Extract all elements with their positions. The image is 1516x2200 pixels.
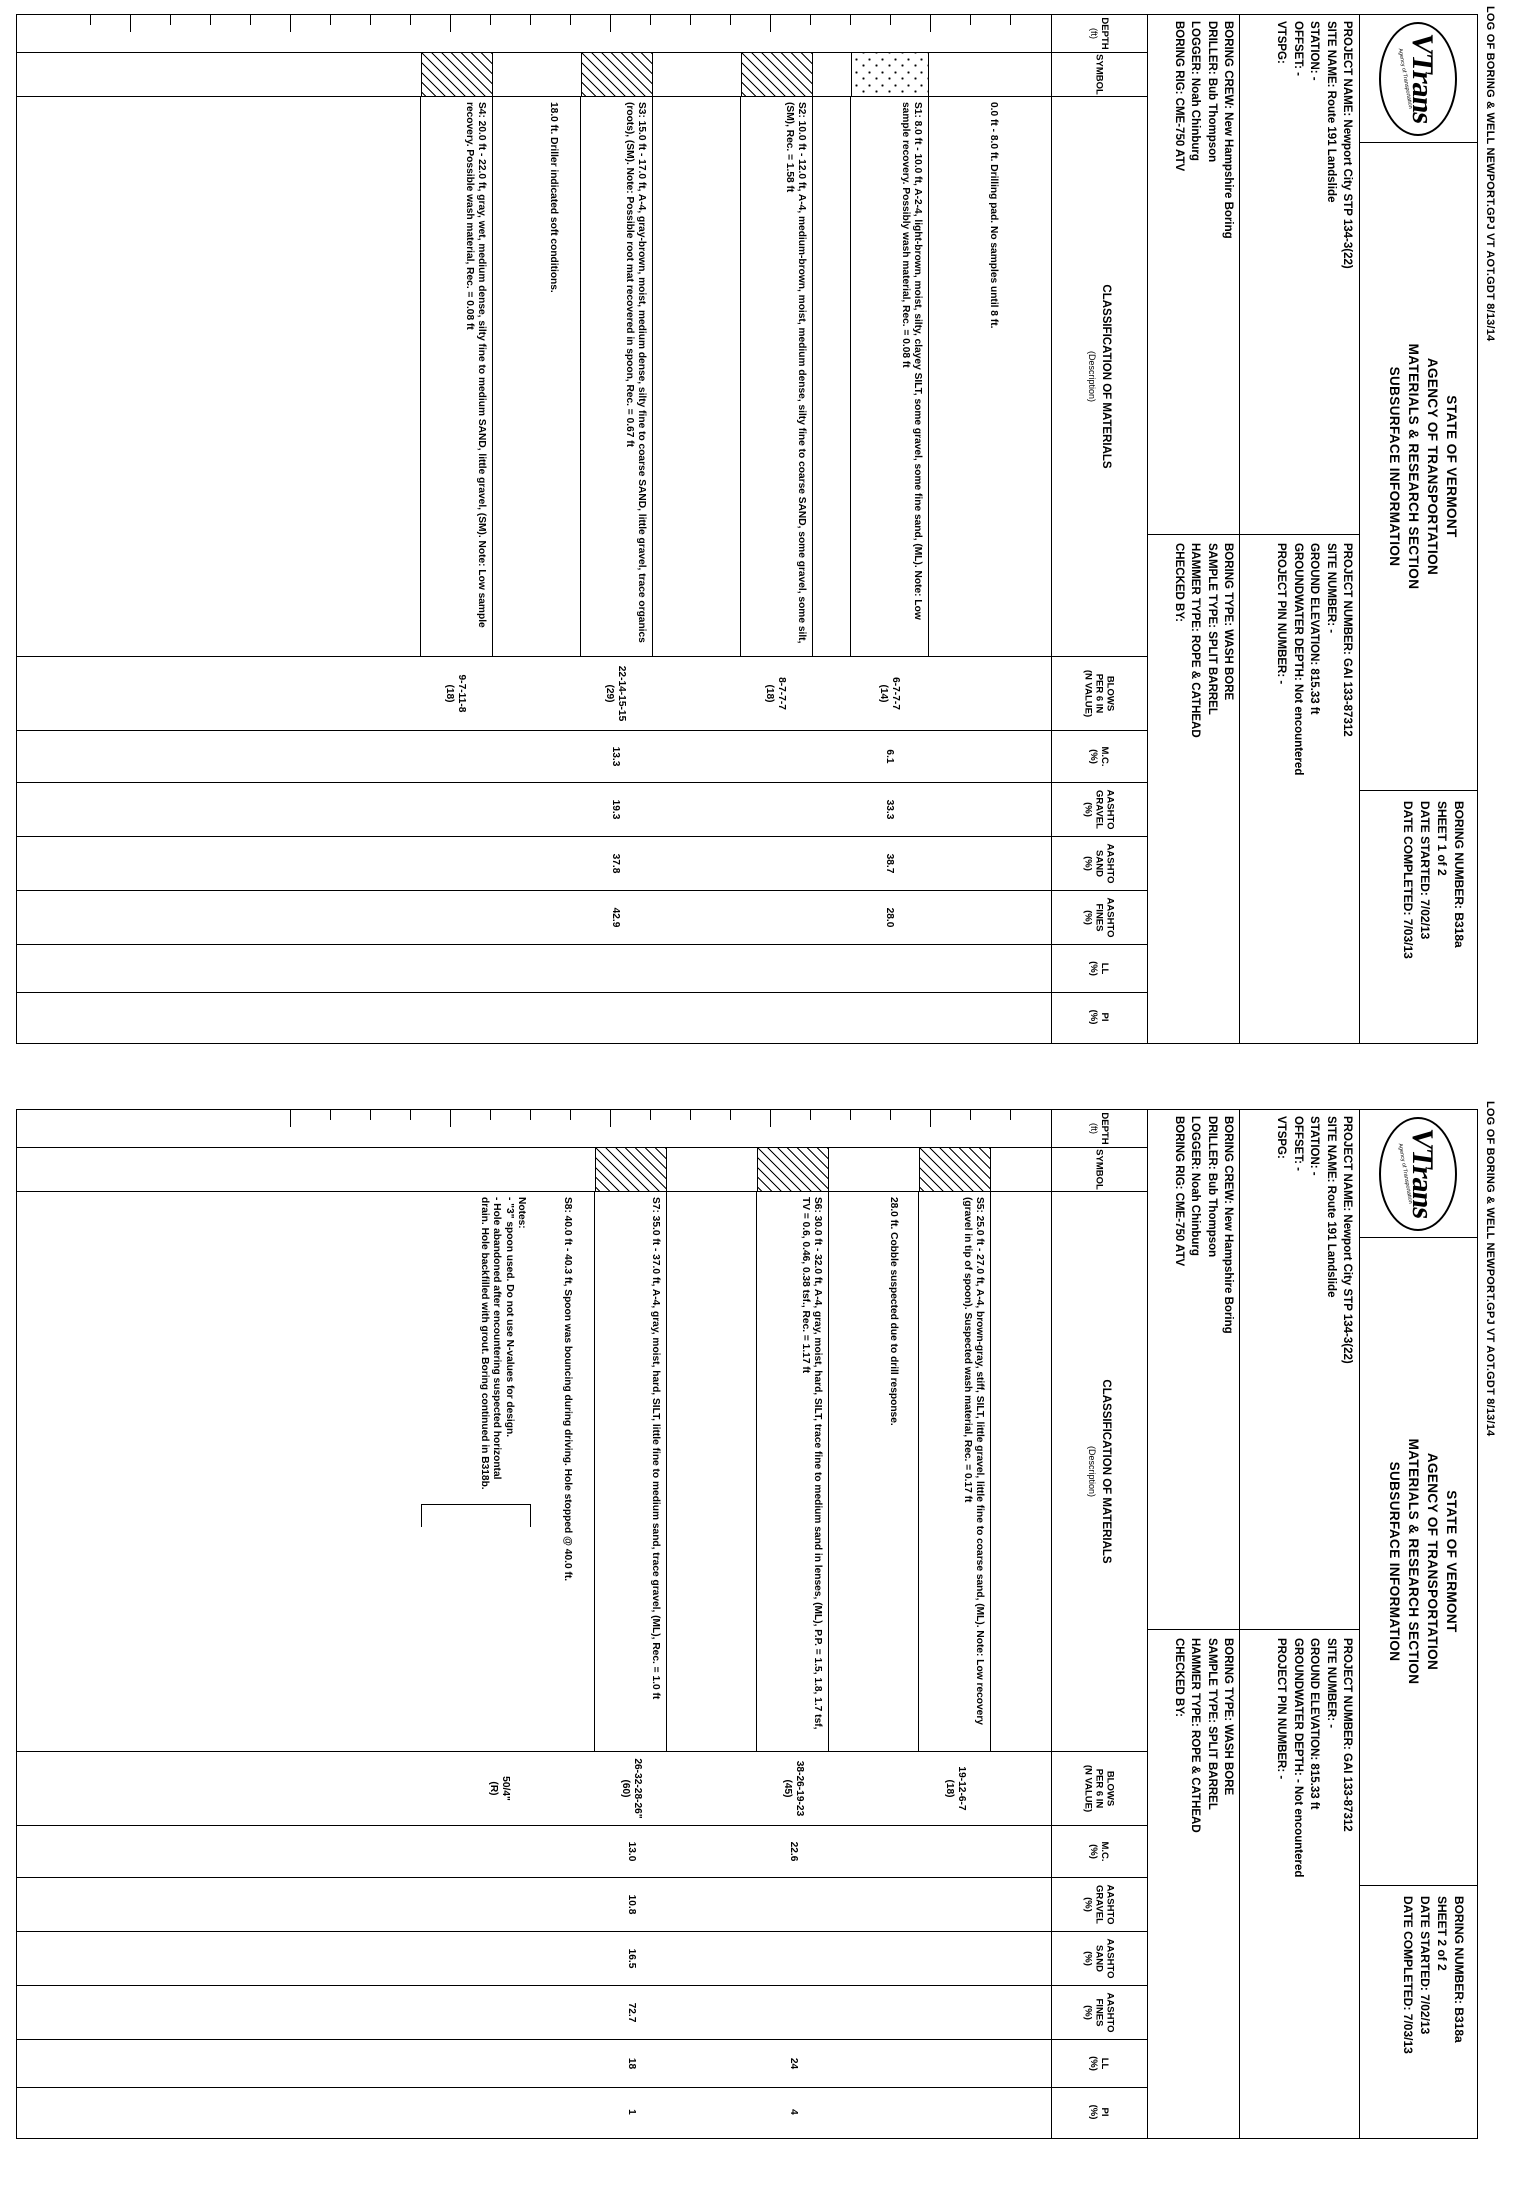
boring-rig: BORING RIG: CME-750 ATV xyxy=(1172,1116,1185,1267)
logo-rans-text: rans xyxy=(1406,68,1439,126)
project-pin-number: PROJECT PIN NUMBER: - xyxy=(1275,543,1288,685)
vtspg: VTSPG: xyxy=(1275,21,1288,64)
driller: DRILLER: Bub Thompson xyxy=(1205,21,1218,163)
project-info-right xyxy=(1240,1630,1359,2138)
gravel-column xyxy=(17,1878,1051,1932)
gravel-label-1: AASHTO xyxy=(1105,789,1116,830)
blows-sub1: PER 6 IN xyxy=(1094,673,1105,714)
station: STATION: - xyxy=(1308,21,1321,81)
logo-vt-text: VT xyxy=(1406,1126,1439,1169)
title-band xyxy=(1359,1110,1477,2138)
mc-label: M.C. xyxy=(1099,746,1111,767)
ll-unit: (%) xyxy=(1088,961,1100,976)
hammer-type: HAMMER TYPE: ROPE & CATHEAD xyxy=(1189,1638,1202,1833)
project-info-band xyxy=(1239,1110,1359,2138)
soil-pattern-hatch-1 xyxy=(919,1148,991,1191)
site-number: SITE NUMBER: - xyxy=(1324,543,1337,634)
agency-line-1: STATE OF VERMONT xyxy=(1444,1490,1459,1633)
blows-sub2: (N VALUE) xyxy=(1083,669,1094,718)
pi-unit: (%) xyxy=(1088,2104,1100,2120)
sand-label-1: AASHTO xyxy=(1105,1938,1116,1979)
sand-label-2: SAND xyxy=(1094,1945,1105,1972)
fines-value: 28.0 xyxy=(884,907,895,928)
date-completed: DATE COMPLETED: 7/03/13 xyxy=(1401,1896,1415,2054)
gravel-label-2: GRAVEL xyxy=(1094,790,1105,829)
vtrans-logo-icon xyxy=(1380,1117,1458,1231)
blow-count: 26-32-28-26" (60) xyxy=(620,1758,643,1819)
classification-label: CLASSIFICATION OF MATERIALS xyxy=(1100,1379,1113,1564)
agency-title xyxy=(1360,143,1477,791)
sample-type: SAMPLE TYPE: SPLIT BARREL xyxy=(1205,1638,1218,1810)
column-header-moisture xyxy=(1052,731,1147,783)
notes-block xyxy=(477,1197,527,1497)
classification-sublabel: (Description) xyxy=(1087,350,1098,402)
depth-label: DEPTH xyxy=(1099,17,1111,50)
soil-pattern-hatch-3 xyxy=(421,53,493,96)
column-header-symbol xyxy=(1052,53,1147,97)
column-header-fines xyxy=(1052,891,1147,945)
project-info-right xyxy=(1240,535,1359,1043)
fines-label-2: FINES xyxy=(1094,903,1105,932)
material-description: S5: 25.0 ft - 27.0 ft, A-4, brown-gray, stiff, SILT, little gravel, little fine to coarse sand, (ML). Note: Low recovery (gravel in tip of spoon). Suspected wash material, Rec. = 0.17 ft xyxy=(961,1197,985,1725)
agency-line-3: MATERIALS & RESEARCH SECTION xyxy=(1406,343,1421,590)
column-header-blows xyxy=(1052,657,1147,731)
gravel-unit: (%) xyxy=(1083,802,1094,817)
pi-value: 4 xyxy=(788,2109,799,2115)
sample-type: SAMPLE TYPE: SPLIT BARREL xyxy=(1205,543,1218,715)
material-description: 28.0 ft. Cobble suspected due to drill response. xyxy=(888,1197,899,1426)
material-description: 0.0 ft - 8.0 ft. Drilling pad. No samples until 8 ft. xyxy=(988,102,999,329)
material-description: S8: 40.0 ft - 40.3 ft, Spoon was bouncing during driving. Hole stopped @ 40.0 ft. xyxy=(562,1197,573,1582)
mc-label: M.C. xyxy=(1099,1841,1111,1862)
agency-title xyxy=(1360,1238,1477,1886)
log-body-2 xyxy=(17,1110,1051,2138)
blow-count: 22-14-15-15 (29) xyxy=(604,665,627,722)
vtrans-logo-cell xyxy=(1360,15,1477,143)
symbol-label: SYMBOL xyxy=(1094,1149,1105,1190)
blow-count: 9-7-11-8 (18) xyxy=(444,674,467,713)
material-description: S2: 10.0 ft - 12.0 ft, A-4, medium-brown, moist, medium dense, silty fine to coarse SAND, some gravel, some silt, (SM), Rec. = 1.58 ft xyxy=(783,102,807,644)
project-info-band xyxy=(1239,15,1359,1043)
blows-sub2: (N VALUE) xyxy=(1083,1764,1094,1813)
project-number: PROJECT NUMBER: GAI 133-87312 xyxy=(1341,1638,1353,1832)
column-header-gravel xyxy=(1052,783,1147,837)
boring-log-sheet-2 xyxy=(0,1095,1516,2175)
pi-column xyxy=(17,2088,1051,2136)
gravel-value: 10.8 xyxy=(626,1894,637,1915)
column-header-fines xyxy=(1052,1986,1147,2040)
mc-value: 13.3 xyxy=(610,746,621,767)
pi-label: PI xyxy=(1099,1012,1111,1022)
title-band xyxy=(1359,15,1477,1043)
gravel-label-1: AASHTO xyxy=(1105,1884,1116,1925)
log-frame-1 xyxy=(16,14,1478,1044)
crew-band xyxy=(1147,15,1239,1043)
gravel-value: 19.3 xyxy=(610,799,621,820)
column-header-classification xyxy=(1052,97,1147,657)
classification-sublabel: (Description) xyxy=(1087,1445,1098,1497)
blows-column xyxy=(17,1752,1051,1826)
crew-band xyxy=(1147,1110,1239,2138)
site-name: SITE NAME: Route 191 Landslide xyxy=(1324,1116,1337,1298)
pi-label: PI xyxy=(1099,2107,1111,2117)
ll-value: 24 xyxy=(788,2057,799,2070)
column-header-symbol xyxy=(1052,1148,1147,1192)
material-description: S3: 15.0 ft - 17.0 ft, A-4, gray-brown, moist, medium dense, silty fine to coarse SAND, little gravel, trace organics (roots), (SM). Note: Possible root mat recovered in spoon, Rec. = 0.67 ft xyxy=(623,102,647,643)
file-header-line: LOG OF BORING & WELL NEWPORT.GPJ VT AOT.GDT 8/13/14 xyxy=(1484,6,1496,342)
soil-pattern-hatch-1 xyxy=(741,53,813,96)
date-started: DATE STARTED: 7/02/13 xyxy=(1418,1896,1432,2035)
material-description: S4: 20.0 ft - 22.0 ft, gray, wet, medium dense, silty fine to medium SAND, little gravel, (SM). Note: Low sample recovery. Possible wash material, Rec. = 0.08 ft xyxy=(463,102,487,628)
ll-column xyxy=(17,945,1051,993)
blows-label: BLOWS xyxy=(1105,675,1116,712)
mc-unit: (%) xyxy=(1088,1844,1100,1859)
column-header-moisture xyxy=(1052,1826,1147,1878)
classification-label: CLASSIFICATION OF MATERIALS xyxy=(1100,284,1113,469)
fines-unit: (%) xyxy=(1083,910,1094,925)
agency-line-1: STATE OF VERMONT xyxy=(1444,395,1459,538)
gravel-unit: (%) xyxy=(1083,1897,1094,1912)
ll-label: LL xyxy=(1099,962,1111,975)
soil-pattern-hatch-2 xyxy=(757,1148,829,1191)
notes-bracket xyxy=(421,1504,531,1527)
column-header-pi xyxy=(1052,2088,1147,2136)
moisture-column xyxy=(17,1826,1051,1878)
offset: OFFSET: - xyxy=(1291,21,1304,76)
sand-column xyxy=(17,837,1051,891)
project-number: PROJECT NUMBER: GAI 133-87312 xyxy=(1341,543,1353,737)
logo-subtext: Agency of Transportation xyxy=(1396,1142,1414,1205)
agency-line-4: SUBSURFACE INFORMATION xyxy=(1387,1461,1402,1662)
fines-column xyxy=(17,1986,1051,2040)
station: STATION: - xyxy=(1308,1116,1321,1176)
column-header-sand xyxy=(1052,1932,1147,1986)
classification-column xyxy=(17,1192,1051,1752)
ground-elevation: GROUND ELEVATION: 815.33 ft xyxy=(1308,543,1321,715)
column-header-pi xyxy=(1052,993,1147,1041)
blows-column xyxy=(17,657,1051,731)
boring-crew: BORING CREW: New Hampshire Boring xyxy=(1222,21,1234,239)
agency-line-3: MATERIALS & RESEARCH SECTION xyxy=(1406,1438,1421,1685)
hammer-type: HAMMER TYPE: ROPE & CATHEAD xyxy=(1189,543,1202,738)
ground-elevation: GROUND ELEVATION: 815.33 ft xyxy=(1308,1638,1321,1810)
blow-count: 50/4" (R) xyxy=(488,1776,511,1801)
column-header-row xyxy=(1051,15,1147,1043)
column-header-row xyxy=(1051,1110,1147,2138)
gravel-label-2: GRAVEL xyxy=(1094,1885,1105,1924)
boring-rig: BORING RIG: CME-750 ATV xyxy=(1172,21,1185,172)
column-header-classification xyxy=(1052,1192,1147,1752)
ll-unit: (%) xyxy=(1088,2056,1100,2071)
depth-scale xyxy=(17,1110,1051,1148)
blow-count: 38-26-19-23 (45) xyxy=(782,1760,805,1817)
logo-vt-text: VT xyxy=(1406,31,1439,74)
fines-column xyxy=(17,891,1051,945)
material-description: 18.0 ft. Driller indicated soft conditions. xyxy=(548,102,559,293)
blows-label: BLOWS xyxy=(1105,1770,1116,1807)
ll-value: 18 xyxy=(626,2057,637,2070)
sand-unit: (%) xyxy=(1083,1951,1094,1966)
column-header-gravel xyxy=(1052,1878,1147,1932)
depth-label: DEPTH xyxy=(1099,1112,1111,1145)
sand-label-1: AASHTO xyxy=(1105,843,1116,884)
mc-unit: (%) xyxy=(1088,749,1100,764)
vtspg: VTSPG: xyxy=(1275,1116,1288,1159)
agency-line-2: AGENCY OF TRANSPORTATION xyxy=(1425,357,1440,576)
project-name: PROJECT NAME: Newport City STP 134-3(22) xyxy=(1341,21,1353,269)
sand-label-2: SAND xyxy=(1094,850,1105,877)
ll-label: LL xyxy=(1099,2057,1111,2070)
ll-column xyxy=(17,2040,1051,2088)
column-header-depth xyxy=(1052,15,1147,53)
file-header-line: LOG OF BORING & WELL NEWPORT.GPJ VT AOT.GDT 8/13/14 xyxy=(1484,1101,1496,1437)
agency-line-4: SUBSURFACE INFORMATION xyxy=(1387,366,1402,567)
project-name: PROJECT NAME: Newport City STP 134-3(22) xyxy=(1341,1116,1353,1364)
symbol-column xyxy=(17,1148,1051,1192)
log-frame-2 xyxy=(16,1109,1478,2139)
agency-line-2: AGENCY OF TRANSPORTATION xyxy=(1425,1452,1440,1671)
column-header-ll xyxy=(1052,2040,1147,2088)
logo-subtext: Agency of Transportation xyxy=(1396,47,1414,110)
project-info-left xyxy=(1240,15,1359,535)
symbol-label: SYMBOL xyxy=(1094,54,1105,95)
vtrans-logo-icon xyxy=(1380,22,1458,136)
project-info-left xyxy=(1240,1110,1359,1630)
notes-title: Notes: xyxy=(516,1197,527,1229)
logo-rans-text: rans xyxy=(1406,1163,1439,1221)
sheet-number: SHEET 2 of 2 xyxy=(1435,1896,1449,1971)
crew-info-left xyxy=(1148,1110,1239,1630)
fines-value: 42.9 xyxy=(610,907,621,928)
note-item: - "3" spoon used. Do not use N-values for design. xyxy=(503,1197,515,1438)
driller: DRILLER: Bub Thompson xyxy=(1205,1116,1218,1258)
depth-unit: (ft) xyxy=(1089,28,1100,39)
project-pin-number: PROJECT PIN NUMBER: - xyxy=(1275,1638,1288,1780)
depth-unit: (ft) xyxy=(1089,1123,1100,1134)
blow-count: 19-12-6-7 (18) xyxy=(944,1766,967,1811)
soil-pattern-dots xyxy=(851,53,929,96)
fines-label-2: FINES xyxy=(1094,1998,1105,2027)
fines-label-1: AASHTO xyxy=(1105,1992,1116,2033)
depth-scale xyxy=(17,15,1051,53)
symbol-column xyxy=(17,53,1051,97)
site-number: SITE NUMBER: - xyxy=(1324,1638,1337,1729)
date-completed: DATE COMPLETED: 7/03/13 xyxy=(1401,801,1415,959)
gravel-value: 33.3 xyxy=(884,799,895,820)
soil-pattern-hatch-3 xyxy=(595,1148,667,1191)
fines-value: 72.7 xyxy=(626,2002,637,2023)
sand-value: 16.5 xyxy=(626,1948,637,1969)
sheet-number: SHEET 1 of 2 xyxy=(1435,801,1449,876)
crew-info-right xyxy=(1148,1630,1239,2138)
boring-type: BORING TYPE: WASH BORE xyxy=(1222,543,1234,701)
pi-column xyxy=(17,993,1051,1041)
site-name: SITE NAME: Route 191 Landslide xyxy=(1324,21,1337,203)
material-description: S1: 8.0 ft - 10.0 ft, A-2-4, light-brown, moist, silty, clayey SILT, some gravel, some fine sand, (ML). Note: Low sample recovery. Possibly wash material, Rec. = 0.08 ft xyxy=(899,102,923,620)
crew-info-right xyxy=(1148,535,1239,1043)
mc-value: 13.0 xyxy=(626,1841,637,1862)
offset: OFFSET: - xyxy=(1291,1116,1304,1171)
material-description: S7: 35.0 ft - 37.0 ft, A-4, gray, moist, hard, SILT, little fine to medium sand, trace gravel, (ML), Rec. = 1.0 ft xyxy=(650,1197,661,1700)
date-started: DATE STARTED: 7/02/13 xyxy=(1418,801,1432,940)
checked-by: CHECKED BY: xyxy=(1172,1638,1185,1718)
material-description: S6: 30.0 ft - 32.0 ft, A-4, gray, moist, hard, SILT, trace fine to medium sand in lenses, (ML), P.P. = 1.5, 1.8, 1.7 tsf, TV = 0.6, 0.46, 0.38 tsf., Rec. = 1.17 ft xyxy=(799,1197,823,1730)
sand-unit: (%) xyxy=(1083,856,1094,871)
sand-value: 37.8 xyxy=(610,853,621,874)
boring-id-block xyxy=(1360,1886,1477,2138)
boring-number: BORING NUMBER: B318a xyxy=(1452,1896,1466,2043)
note-item: - Hole abandoned after encountering suspected horizontal drain. Hole backfilled with grout. Boring continued in B318b. xyxy=(478,1197,503,1490)
logger: LOGGER: Noah Chinburg xyxy=(1189,1116,1202,1256)
mc-value: 6.1 xyxy=(884,749,895,764)
checked-by: CHECKED BY: xyxy=(1172,543,1185,623)
boring-id-block xyxy=(1360,791,1477,1043)
sand-value: 38.7 xyxy=(884,853,895,874)
classification-column xyxy=(17,97,1051,657)
mc-value: 22.6 xyxy=(788,1841,799,1862)
column-header-ll xyxy=(1052,945,1147,993)
fines-label-1: AASHTO xyxy=(1105,897,1116,938)
vtrans-logo-cell xyxy=(1360,1110,1477,1238)
groundwater-depth: GROUNDWATER DEPTH: - Not encountered xyxy=(1291,1638,1304,1878)
pi-unit: (%) xyxy=(1088,1009,1100,1025)
gravel-column xyxy=(17,783,1051,837)
column-header-sand xyxy=(1052,837,1147,891)
moisture-column xyxy=(17,731,1051,783)
column-header-depth xyxy=(1052,1110,1147,1148)
boring-crew: BORING CREW: New Hampshire Boring xyxy=(1222,1116,1234,1334)
pi-value: 1 xyxy=(626,2109,637,2115)
blow-count: 8-7-7-7 (18) xyxy=(764,677,787,710)
log-body-1 xyxy=(17,15,1051,1043)
fines-unit: (%) xyxy=(1083,2005,1094,2020)
boring-log-sheet-1 xyxy=(0,0,1516,1080)
blows-sub1: PER 6 IN xyxy=(1094,1768,1105,1809)
blow-count: 6-7-7-7 (14) xyxy=(878,677,901,710)
sand-column xyxy=(17,1932,1051,1986)
groundwater-depth: GROUNDWATER DEPTH: Not encountered xyxy=(1291,543,1304,776)
boring-type: BORING TYPE: WASH BORE xyxy=(1222,1638,1234,1796)
logger: LOGGER: Noah Chinburg xyxy=(1189,21,1202,161)
soil-pattern-hatch-2 xyxy=(581,53,653,96)
crew-info-left xyxy=(1148,15,1239,535)
boring-number: BORING NUMBER: B318a xyxy=(1452,801,1466,948)
column-header-blows xyxy=(1052,1752,1147,1826)
